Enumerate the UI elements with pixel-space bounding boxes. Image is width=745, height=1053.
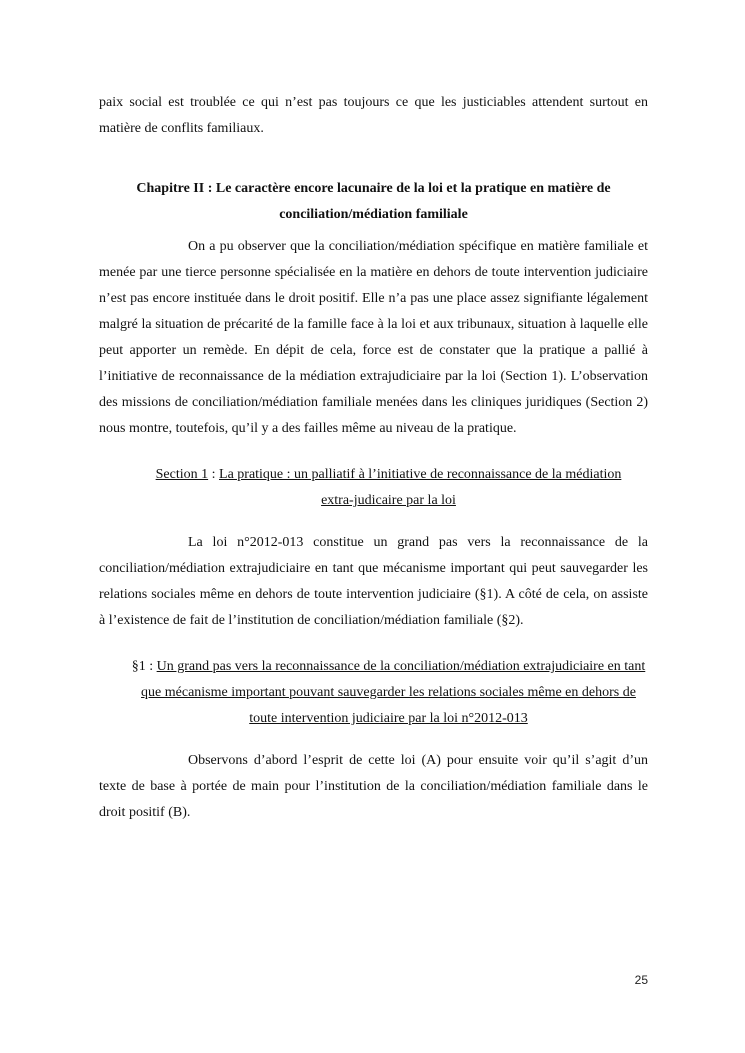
section-1-body-paragraph: La loi n°2012-013 constitue un grand pas vers la reconnaissance de la conciliation/médiation extrajudiciaire en tant que mécanisme important qui peut sauvegarder les relations sociales même en dehors de toute intervention judiciaire (§1). A côté de cela, on assiste à l’existence de fait de l’institution de conciliation/médiation familiale (§2). [99,535,648,628]
paragraph-1-heading [99,654,648,732]
chapter-body-paragraph: On a pu observer que la conciliation/médiation spécifique en matière familiale et menée par une tierce personne spécialisée en la matière en dehors de toute intervention judiciaire n’est pas encore instituée dans le droit positif. Elle n’a pas une place assez signifiante légalement malgré la situation de précarité de la famille face à la loi et aux tribunaux, situation à laquelle elle peut apporter un remède. En dépit de cela, force est de constater que la pratique a pallié à l’initiative de reconnaissance de la médiation extrajudiciaire par la loi (Section 1). L’observation des missions de conciliation/médiation familiale menées dans les cliniques juridiques (Section 2) nous montre, toutefois, qu’il y a des failles même au niveau de la pratique. [99,239,648,436]
page-number: 25 [634,973,648,987]
chapter-title: Chapitre II : Le caractère encore lacunaire de la loi et la pratique en matière de conciliation/médiation familiale [136,181,611,222]
paragraph-1-title: Un grand pas vers la reconnaissance de la conciliation/médiation extrajudiciaire en tant que mécanisme important pouvant sauvegarder les relations sociales même en dehors de toute intervention judiciaire par la loi n°2012-013 [141,659,646,726]
paragraph-1-body: Observons d’abord l’esprit de cette loi (A) pour ensuite voir qu’il s’agit d’un texte de base à portée de main pour l’institution de la conciliation/médiation familiale dans le droit positif (B). [99,753,648,820]
section-1-heading [99,462,648,514]
section-1-title: La pratique : un palliatif à l’initiative de reconnaissance de la médiation extra-judicaire par la loi [219,467,622,508]
section-1-separator: : [208,467,220,482]
section-1-label: Section 1 [155,467,209,482]
intro-paragraph: paix social est troublée ce qui n’est pas toujours ce que les justiciables attendent surtout en matière de conflits familiaux. [99,95,648,136]
paragraph-1-label: §1 : [131,659,157,674]
page-content [99,90,648,826]
